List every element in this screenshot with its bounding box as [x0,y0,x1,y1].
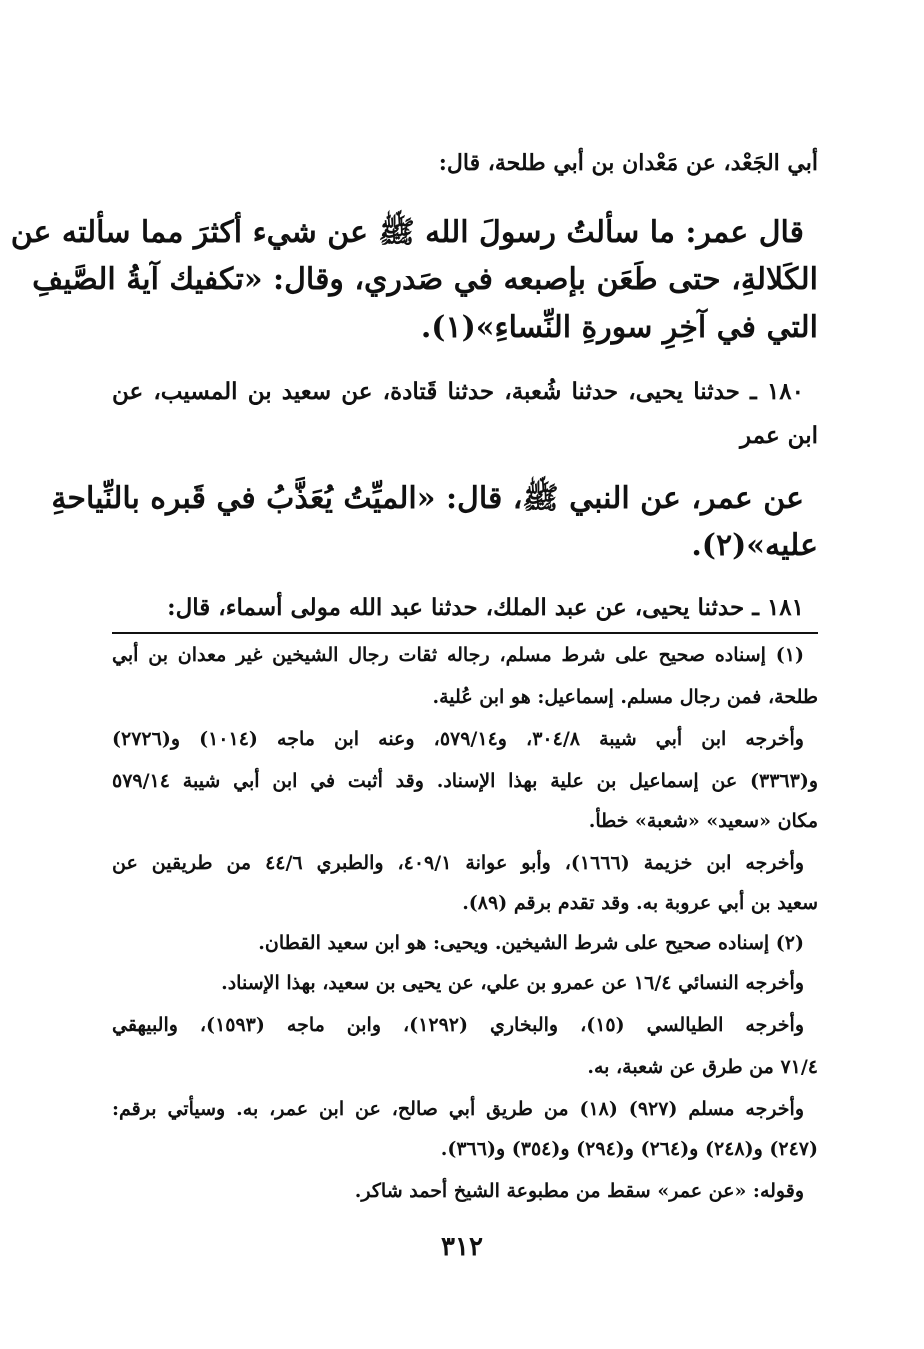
footnote-line: و(٣٣٦٣) عن إسماعيل بن علية بهذا الإسناد. وقد أثبت في ابن أبي شيبة ٥٧٩/١٤ [112,770,818,792]
chain-180-line-1: ١٨٠ ـ حدثنا يحيى، حدثنا شُعبة، حدثنا قَتادة، عن سعيد بن المسيب، عن [112,378,804,405]
chain-181: ١٨١ ـ حدثنا يحيى، عن عبد الملك، حدثنا عبد الله مولى أسماء، قال: [167,594,804,621]
footnote-line: وأخرجه الطيالسي (١٥)، والبخاري (١٢٩٢)، وابن ماجه (١٥٩٣)، والبيهقي [112,1014,805,1036]
hadith-179-line-2: الكَلالةِ، حتى طَعَن بإصبعه في صَدري، وقال: «تكفيك آيةُ الصَّيفِ [32,262,818,297]
intro-line: أبي الجَعْد، عن مَعْدان بن أبي طلحة، قال: [438,150,818,176]
footnote-line: ٧١/٤ من طرق عن شعبة، به. [587,1056,818,1078]
hadith-179-line-1: قال عمر: ما سألتُ رسولَ الله ﷺ عن شيء أكثرَ مما سألته عن [10,215,804,250]
footnote-line: وأخرجه ابن خزيمة (١٦٦٦)، وأبو عوانة ٤٠٩/١، والطبري ٤٤/٦ من طريقين عن [112,852,804,874]
footnote-line: (١) إسناده صحيح على شرط مسلم، رجاله ثقات رجال الشيخين غير معدان بن أبي [112,644,804,666]
hadith-180-line-2: عليه»(٢). [691,528,818,563]
footnote-line: مكان «سعيد» «شعبة» خطأ. [588,810,818,832]
chain-180-line-2: ابن عمر [739,422,818,449]
footnote-line: سعيد بن أبي عروبة به. وقد تقدم برقم (٨٩). [462,892,818,914]
footnote-line: (٢) إسناده صحيح على شرط الشيخين. ويحيى: هو ابن سعيد القطان. [258,932,804,954]
footnote-separator [112,632,818,634]
page-number: ٣١٢ [441,1232,483,1262]
footnote-line: (٢٤٧) و(٢٤٨) و(٢٦٤) و(٢٩٤) و(٣٥٤) و(٣٦٦). [440,1138,818,1160]
hadith-179-line-3: التي في آخِرِ سورةِ النِّساءِ»(١). [420,310,818,345]
footnote-line: طلحة، فمن رجال مسلم. إسماعيل: هو ابن عُلية. [432,686,818,708]
footnote-line: وأخرجه النسائي ١٦/٤ عن عمرو بن علي، عن يحيى بن سعيد، بهذا الإسناد. [221,972,804,994]
footnote-line: وقوله: «عن عمر» سقط من مطبوعة الشيخ أحمد شاكر. [354,1180,804,1202]
footnote-line: وأخرجه مسلم (٩٢٧) (١٨) من طريق أبي صالح، عن ابن عمر، به. وسيأتي برقم: [112,1098,804,1120]
hadith-180-line-1: عن عمر، عن النبي ﷺ، قال: «الميِّتُ يُعَذَّبُ في قَبره بالنِّياحةِ [51,481,804,516]
footnote-line: وأخرجه ابن أبي شيبة ٣٠٤/٨، و٥٧٩/١٤، وعنه ابن ماجه (١٠١٤) و(٢٧٢٦) [112,728,804,750]
